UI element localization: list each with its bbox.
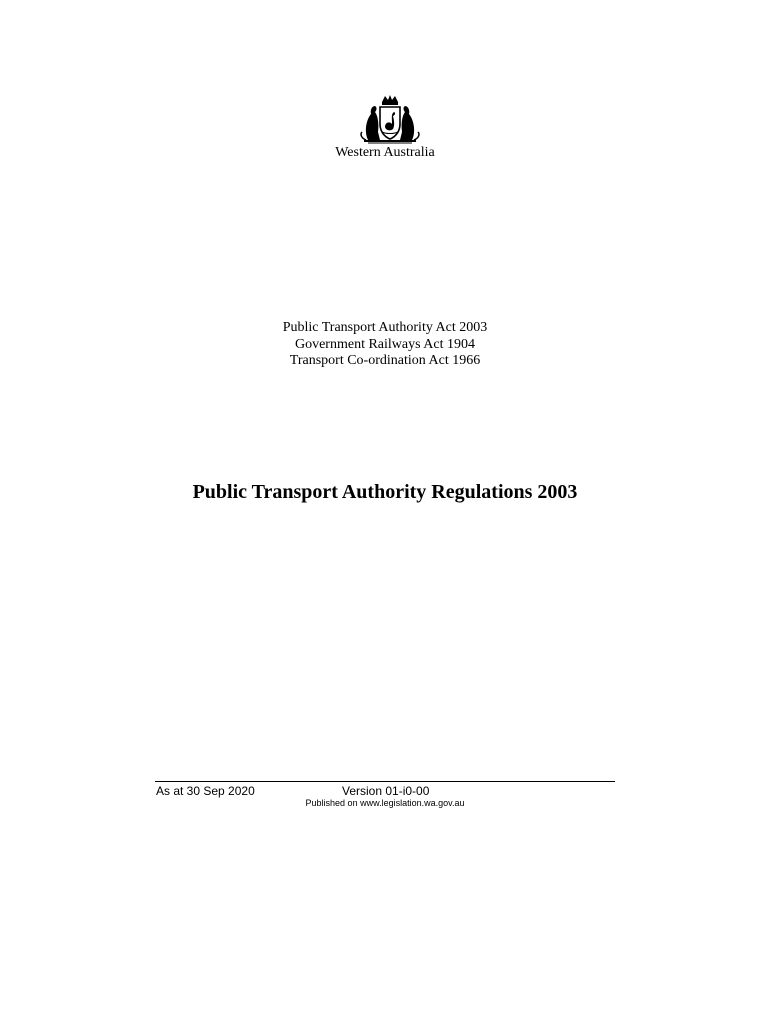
related-acts-list [0,320,770,370]
as-at-date: As at 30 Sep 2020 [156,784,255,798]
document-title: Public Transport Authority Regulations 2003 [192,481,578,503]
published-notice: Published on www.legislation.wa.gov.au [305,798,465,808]
act-item: Government Railways Act 1904 [294,336,476,352]
jurisdiction-label: Western Australia [335,145,435,160]
coat-of-arms-icon [358,94,422,144]
version-label: Version 01-i0-00 [342,784,430,798]
footer-divider [155,781,615,782]
act-item: Transport Co-ordination Act 1966 [289,353,481,368]
act-item: Public Transport Authority Act 2003 [282,320,488,335]
